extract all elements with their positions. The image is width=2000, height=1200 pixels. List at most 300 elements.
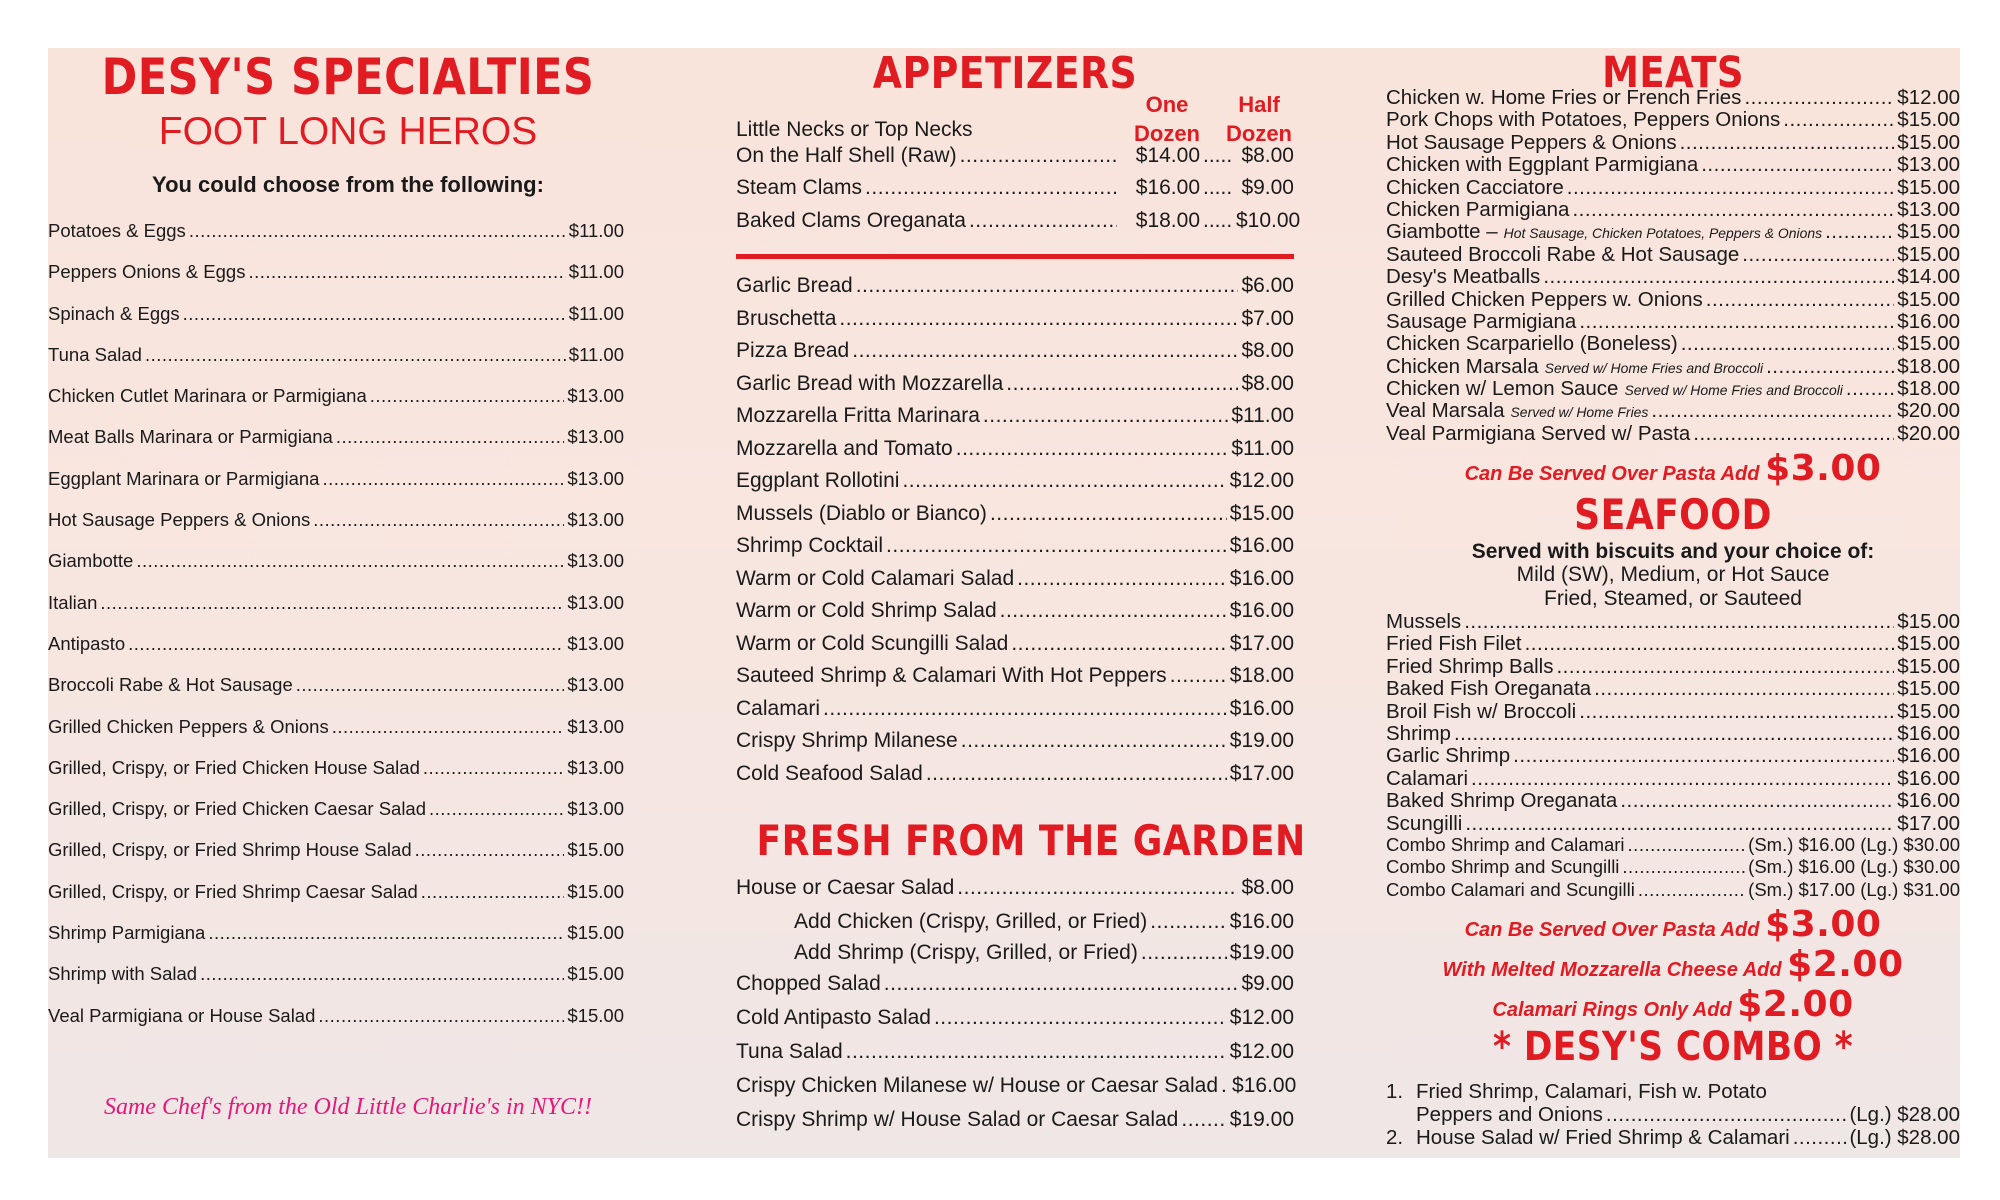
hero-item (48, 881, 624, 922)
item-price: $15.00 (1897, 130, 1960, 154)
leader-dots (886, 534, 1227, 558)
meats-pasta-text: Can Be Served Over Pasta Add (1464, 463, 1760, 485)
item-name: Add Chicken (Crispy, Grilled, or Fried) (794, 910, 1148, 933)
item-name: Baked Shrimp Oreganata (1386, 789, 1618, 813)
item-name: Fried Shrimp Balls (1386, 654, 1554, 678)
leader-dots (1567, 176, 1895, 200)
garden-title: FRESH FROM THE GARDEN (756, 816, 1306, 865)
combo-title: * DESY'S COMBO * (1492, 1024, 1854, 1070)
raw-bar-item (736, 208, 1301, 241)
item-name: Warm or Cold Scungilli Salad (736, 631, 1009, 655)
item-name: Calamari (1386, 766, 1469, 790)
raw-bar-list (736, 144, 1301, 241)
item-price: $14.00 (1897, 265, 1960, 289)
item-price: $18.00 (1897, 377, 1960, 401)
hero-item (48, 303, 624, 344)
item-name: Mozzarella and Tomato (736, 436, 953, 460)
leader-dots (865, 176, 1117, 200)
seafood-pasta-price: $3.00 (1765, 904, 1882, 945)
item-name: Broil Fish w/ Broccoli (1386, 699, 1577, 723)
seafood-item (1386, 655, 1960, 677)
item-price: (Sm.) $17.00 (Lg.) $31.00 (1748, 878, 1960, 900)
leader-dots (296, 674, 565, 696)
item-price: $18.00 (1229, 664, 1294, 687)
item-name: Tuna Salad (736, 1040, 843, 1063)
raw-bar-item (736, 176, 1294, 208)
combo-price: (Lg.) $28.00 (1849, 1126, 1960, 1149)
item-price: $15.00 (1897, 654, 1960, 678)
meat-item (1386, 355, 1960, 377)
combo-number: 2. (1386, 1126, 1404, 1149)
leader-dots (990, 502, 1227, 526)
item-name: Crispy Shrimp w/ House Salad or Caesar Salad (736, 1108, 1179, 1131)
leader-dots (1579, 700, 1894, 724)
item-price: $9.00 (1241, 972, 1294, 995)
item-price: $13.00 (567, 385, 624, 407)
item-name: Shrimp Cocktail (736, 534, 884, 557)
item-price: $20.00 (1897, 399, 1960, 423)
seafood-item (1386, 610, 1960, 632)
item-price: $16.00 (1897, 789, 1960, 813)
item-name: Tuna Salad (48, 343, 142, 365)
item-price: $16.00 (1897, 309, 1960, 333)
leader-dots (128, 633, 564, 655)
seafood-item (1386, 744, 1960, 766)
item-name: Grilled, Crispy, or Fried Chicken House Salad (48, 756, 420, 778)
seafood-subtitle: Served with biscuits and your choice of: (1471, 540, 1875, 563)
leader-dots (1543, 265, 1894, 289)
seafood-combo-item (1386, 879, 1960, 901)
leader-dots (415, 839, 565, 861)
item-price: $8.00 (1241, 876, 1294, 899)
item-name: Hot Sausage Peppers & Onions (1386, 130, 1677, 154)
item-name: Shrimp Parmigiana (48, 922, 206, 944)
item-name: Shrimp (1386, 721, 1451, 745)
hero-item (48, 716, 624, 757)
item-name: Pizza Bread (736, 339, 850, 362)
item-name: Warm or Cold Calamari Salad (736, 566, 1015, 590)
item-name: Desy's Meatballs (1386, 265, 1541, 289)
specialties-list (48, 220, 624, 1046)
hero-item (48, 509, 624, 550)
item-note: Served w/ Home Fries and Broccoli (1544, 359, 1764, 376)
item-price: $8.00 (1241, 339, 1294, 362)
item-price: $13.00 (567, 591, 624, 613)
item-price: $17.00 (1897, 811, 1960, 835)
item-name: Chicken Parmigiana (1386, 197, 1570, 221)
one-dozen-price: $14.00 (1135, 144, 1200, 167)
leader-dots (145, 344, 566, 366)
item-name: Cold Antipasto Salad (736, 1006, 931, 1029)
item-name: Fried Fish Filet (1386, 632, 1522, 656)
leader-dots (1464, 610, 1894, 634)
item-name: Grilled, Crispy, or Fried Shrimp House Salad (48, 839, 412, 861)
leader-dots (1141, 941, 1227, 965)
hero-item (48, 220, 624, 261)
meats-seafood-column (1386, 48, 1960, 1158)
appetizer-item (736, 437, 1294, 470)
leader-dots (313, 509, 564, 531)
seafood-list (1386, 610, 1960, 901)
cheese-addon (1386, 944, 1960, 985)
meats-pasta-addon (1386, 448, 1960, 489)
item-name: Grilled, Crispy, or Fried Chicken Caesar Salad (48, 798, 427, 820)
item-name: Broccoli Rabe & Hot Sausage (48, 674, 293, 696)
hero-item (48, 633, 624, 674)
item-price: $12.00 (1897, 86, 1960, 109)
leader-dots (1620, 789, 1894, 813)
seafood-cook-options: Fried, Steamed, or Sauteed (1544, 587, 1802, 610)
appetizer-item (736, 502, 1294, 535)
leader-dots (136, 550, 564, 572)
leader-dots (956, 437, 1229, 461)
hero-item (48, 839, 624, 880)
leader-dots (322, 468, 564, 490)
appetizer-item (736, 339, 1294, 372)
leader-dots (1221, 1074, 1229, 1098)
item-price: $16.00 (1229, 696, 1294, 720)
item-price: $16.00 (1229, 566, 1294, 590)
leader-dots (248, 261, 565, 283)
item-name: Chicken w. Home Fries or French Fries (1386, 86, 1742, 109)
item-price: $13.00 (567, 509, 624, 531)
item-price: $12.00 (1229, 1040, 1294, 1063)
leader-dots (1706, 288, 1895, 312)
appetizer-item (736, 307, 1294, 340)
item-name: Garlic Bread with Mozzarella (736, 371, 1004, 395)
item-price: $15.00 (1897, 220, 1960, 244)
leader-dots (318, 1005, 564, 1027)
seafood-sauce-options: Mild (SW), Medium, or Hot Sauce (1516, 563, 1830, 586)
half-dozen-line2: Dozen (1226, 121, 1292, 146)
leader-dots (1471, 767, 1894, 791)
item-name: House or Caesar Salad (736, 876, 955, 899)
garden-item (736, 972, 1294, 1006)
one-dozen-line1: One (1145, 92, 1189, 117)
hero-item (48, 550, 624, 591)
leader-dots (1454, 722, 1894, 746)
item-price: $20.00 (1897, 421, 1960, 445)
item-price: $8.00 (1241, 371, 1294, 395)
item-price: $13.00 (567, 756, 624, 778)
leader-dots (1606, 1103, 1847, 1127)
item-price: $19.00 (1229, 729, 1294, 752)
item-name: Bruschetta (736, 306, 837, 330)
leader-dots (983, 404, 1228, 428)
raw-bar-item (736, 144, 1294, 176)
appetizer-item (736, 567, 1294, 600)
item-name: Garlic Shrimp (1386, 744, 1511, 768)
appetizers-title: APPETIZERS (872, 48, 1138, 99)
item-name: Peppers Onions & Eggs (48, 261, 246, 283)
half-dozen-price: $10.00 (1236, 208, 1301, 232)
leader-dots (429, 798, 564, 820)
leader-dots (846, 1040, 1227, 1064)
item-price: $15.00 (1897, 175, 1960, 199)
leader-dots (1006, 372, 1238, 396)
item-price: $16.00 (1897, 766, 1960, 790)
leader-dots (208, 922, 564, 944)
item-name: Grilled Chicken Peppers & Onions (48, 715, 329, 737)
leader-dots (1017, 567, 1227, 591)
leader-dots (884, 972, 1239, 996)
item-name: Baked Fish Oreganata (1386, 677, 1592, 701)
seafood-combo-item (1386, 856, 1960, 878)
item-name: Steam Clams (736, 176, 863, 200)
item-price: $15.00 (567, 963, 624, 985)
leader-dots (856, 274, 1239, 298)
leader-dots (1513, 744, 1894, 768)
raw-bar-header (736, 84, 1294, 144)
item-price: $11.00 (568, 220, 624, 241)
item-note: Served w/ Home Fries (1510, 404, 1649, 421)
item-price: $13.00 (567, 550, 624, 572)
hero-item (48, 385, 624, 426)
rings-addon (1386, 984, 1960, 1025)
cheese-text: With Melted Mozzarella Cheese Add (1442, 959, 1782, 981)
meat-item (1386, 86, 1960, 108)
item-name: Spinach & Eggs (48, 302, 180, 324)
appetizer-item (736, 599, 1294, 632)
appetizer-item (736, 762, 1294, 795)
item-name: Mussels (Diablo or Bianco) (736, 501, 987, 525)
item-price: $19.00 (1229, 941, 1294, 964)
item-name: Sausage Parmigiana (1386, 309, 1577, 333)
specialties-intro: You could choose from the following: (152, 172, 544, 197)
leader-dots (1579, 310, 1894, 334)
appetizer-item (736, 697, 1294, 730)
leader-dots (1783, 108, 1894, 132)
meat-item (1386, 198, 1960, 220)
item-price: $15.00 (1897, 108, 1960, 132)
one-dozen-header (1132, 90, 1202, 148)
leader-dots (423, 757, 565, 779)
leader-dots (1556, 655, 1894, 679)
garden-list (736, 876, 1297, 1142)
item-name: Antipasto (48, 632, 126, 654)
item-price: $13.00 (1897, 153, 1960, 177)
half-dozen-price: $9.00 (1241, 176, 1294, 200)
seafood-item (1386, 767, 1960, 789)
item-name: Grilled Chicken Peppers w. Onions (1386, 287, 1703, 311)
appetizer-item (736, 664, 1294, 697)
item-price: $13.00 (1897, 197, 1960, 221)
item-price: $13.00 (567, 467, 624, 489)
seafood-item (1386, 722, 1960, 744)
hero-item (48, 1005, 624, 1046)
item-price: $16.00 (1897, 744, 1960, 768)
leader-dots (1525, 632, 1895, 656)
raw-bar-label: Little Necks or Top Necks (736, 118, 973, 141)
garden-item (736, 1074, 1297, 1108)
leader-dots (1846, 377, 1894, 401)
garden-item (736, 910, 1294, 941)
leader-dots (823, 697, 1227, 721)
meat-item (1386, 131, 1960, 153)
leader-dots (1701, 153, 1894, 177)
section-divider (736, 254, 1294, 259)
one-dozen-price: $16.00 (1135, 176, 1200, 200)
item-name: Warm or Cold Shrimp Salad (736, 599, 997, 622)
leader-dots (1622, 856, 1745, 878)
item-price: $6.00 (1241, 274, 1294, 297)
appetizers-column (716, 48, 1342, 1158)
item-name: Pork Chops with Potatoes, Peppers Onions (1386, 108, 1781, 132)
leader-dots (100, 592, 564, 614)
hero-item (48, 344, 624, 385)
combo-name: Fried Shrimp, Calamari, Fish w. Potato (1416, 1080, 1767, 1103)
garden-item (736, 876, 1294, 910)
item-price: $13.00 (567, 632, 624, 654)
meat-item (1386, 220, 1960, 242)
combo-item (1386, 1126, 1960, 1149)
leader-dots (1742, 243, 1894, 267)
item-note: Hot Sausage, Chicken Potatoes, Peppers & Onions (1503, 225, 1823, 242)
leader-dots (1651, 399, 1894, 423)
appetizer-item (736, 404, 1294, 437)
meat-item (1386, 265, 1960, 287)
item-name: Chicken Cacciatore (1386, 175, 1564, 199)
combo-item-continued (1386, 1103, 1960, 1126)
item-name: Combo Shrimp and Calamari (1386, 833, 1625, 855)
leader-dots (189, 220, 566, 242)
item-price: $15.00 (1897, 610, 1960, 633)
hero-item (48, 592, 624, 633)
item-price: $11.00 (568, 343, 624, 365)
combo-price: (Lg.) $28.00 (1849, 1103, 1960, 1126)
item-price: (Sm.) $16.00 (Lg.) $30.00 (1748, 833, 1960, 855)
item-name: Cold Seafood Salad (736, 761, 923, 785)
cheese-price: $2.00 (1787, 944, 1904, 985)
item-name: Calamari (736, 696, 821, 720)
leader-dots (1693, 422, 1894, 446)
item-price: $15.00 (1897, 287, 1960, 311)
item-price: $11.00 (1231, 436, 1294, 460)
hero-item (48, 757, 624, 798)
item-price: $7.00 (1241, 306, 1294, 330)
meat-item (1386, 153, 1960, 175)
item-price: $15.00 (1897, 677, 1960, 701)
item-price: $13.00 (567, 674, 624, 696)
item-price: $16.00 (1229, 910, 1294, 933)
item-name: Combo Shrimp and Scungilli (1386, 856, 1620, 878)
leader-dots (1825, 220, 1894, 244)
appetizer-item (736, 534, 1294, 567)
appetizer-item (736, 274, 1294, 307)
item-name: Eggplant Marinara or Parmigiana (48, 467, 320, 489)
appetizer-item (736, 729, 1294, 762)
meats-title: MEATS (1602, 48, 1744, 98)
item-name: Crispy Shrimp Milanese (736, 729, 958, 752)
hero-item (48, 674, 624, 715)
item-name: Chicken w/ Lemon Sauce (1386, 377, 1619, 401)
item-name: Chopped Salad (736, 972, 881, 995)
item-name: Mussels (1386, 610, 1462, 633)
item-price: $15.00 (567, 1004, 624, 1026)
leader-dots (1766, 355, 1894, 379)
item-price: $18.00 (1897, 354, 1960, 378)
one-dozen-price: $18.00 (1135, 208, 1200, 232)
leader-dots (839, 307, 1238, 331)
appetizer-item (736, 469, 1294, 502)
leader-dots (1170, 664, 1227, 688)
leader-dots (183, 303, 566, 325)
meats-list (1386, 86, 1960, 444)
item-name: Grilled, Crispy, or Fried Shrimp Caesar Salad (48, 880, 418, 902)
meat-item (1386, 377, 1960, 399)
item-price: $15.00 (1229, 501, 1294, 525)
leader-dots (969, 209, 1117, 233)
combo-name: House Salad w/ Fried Shrimp & Calamari (1416, 1126, 1790, 1149)
item-name: Veal Parmigiana or House Salad (48, 1004, 316, 1026)
meat-item (1386, 422, 1960, 444)
appetizer-item (736, 372, 1294, 405)
item-name: Crispy Chicken Milanese w/ House or Caesar Salad (736, 1074, 1219, 1097)
item-price: $15.00 (1897, 332, 1960, 356)
item-name: On the Half Shell (Raw) (736, 144, 957, 167)
combo-item (1386, 1080, 1960, 1103)
item-price: $15.00 (567, 880, 624, 902)
leader-dots (961, 729, 1227, 753)
item-price: $13.00 (567, 715, 624, 737)
item-name: Veal Parmigiana Served w/ Pasta (1386, 421, 1691, 445)
seafood-item (1386, 677, 1960, 699)
specialties-column (48, 48, 648, 1158)
seafood-item (1386, 812, 1960, 834)
hero-item (48, 798, 624, 839)
appetizer-item (736, 632, 1294, 665)
leader-dots (960, 144, 1117, 168)
leader-dots (1680, 131, 1895, 155)
leader-dots (1628, 834, 1746, 856)
half-dozen-price: $8.00 (1241, 144, 1294, 167)
leader-dots (934, 1006, 1227, 1030)
leader-dots (421, 881, 565, 903)
item-name: Baked Clams Oreganata (736, 208, 966, 232)
meat-item (1386, 332, 1960, 354)
leader-dots (1203, 209, 1233, 233)
item-price: $15.00 (567, 839, 624, 861)
rings-text: Calamari Rings Only Add (1492, 999, 1732, 1021)
item-name: Garlic Bread (736, 274, 853, 297)
leader-dots (1594, 677, 1894, 701)
item-note: Served w/ Home Fries and Broccoli (1624, 382, 1843, 399)
seafood-combo-item (1386, 834, 1960, 856)
specialties-title: DESY'S SPECIALTIES (101, 48, 595, 106)
item-price: $13.00 (567, 798, 624, 820)
rings-price: $2.00 (1737, 984, 1854, 1025)
item-price: $11.00 (568, 302, 624, 324)
half-dozen-header (1224, 90, 1294, 148)
item-name: Sauteed Broccoli Rabe & Hot Sausage (1386, 242, 1740, 266)
item-name: Potatoes & Eggs (48, 220, 186, 241)
item-name: Shrimp with Salad (48, 963, 198, 985)
seafood-item (1386, 789, 1960, 811)
item-name: Meat Balls Marinara or Parmigiana (48, 426, 333, 448)
leader-dots (902, 469, 1226, 493)
garden-item (736, 1108, 1294, 1142)
seafood-item (1386, 700, 1960, 722)
garden-item (736, 941, 1294, 972)
meat-item (1386, 108, 1960, 130)
item-name: Chicken Marsala (1386, 354, 1539, 378)
item-price: $12.00 (1229, 469, 1294, 492)
item-name: Scungilli (1386, 811, 1463, 835)
leader-dots (1203, 144, 1233, 168)
item-price: $17.00 (1229, 631, 1294, 655)
item-name: Giambotte (48, 550, 134, 572)
seafood-pasta-text: Can Be Served Over Pasta Add (1464, 919, 1760, 941)
